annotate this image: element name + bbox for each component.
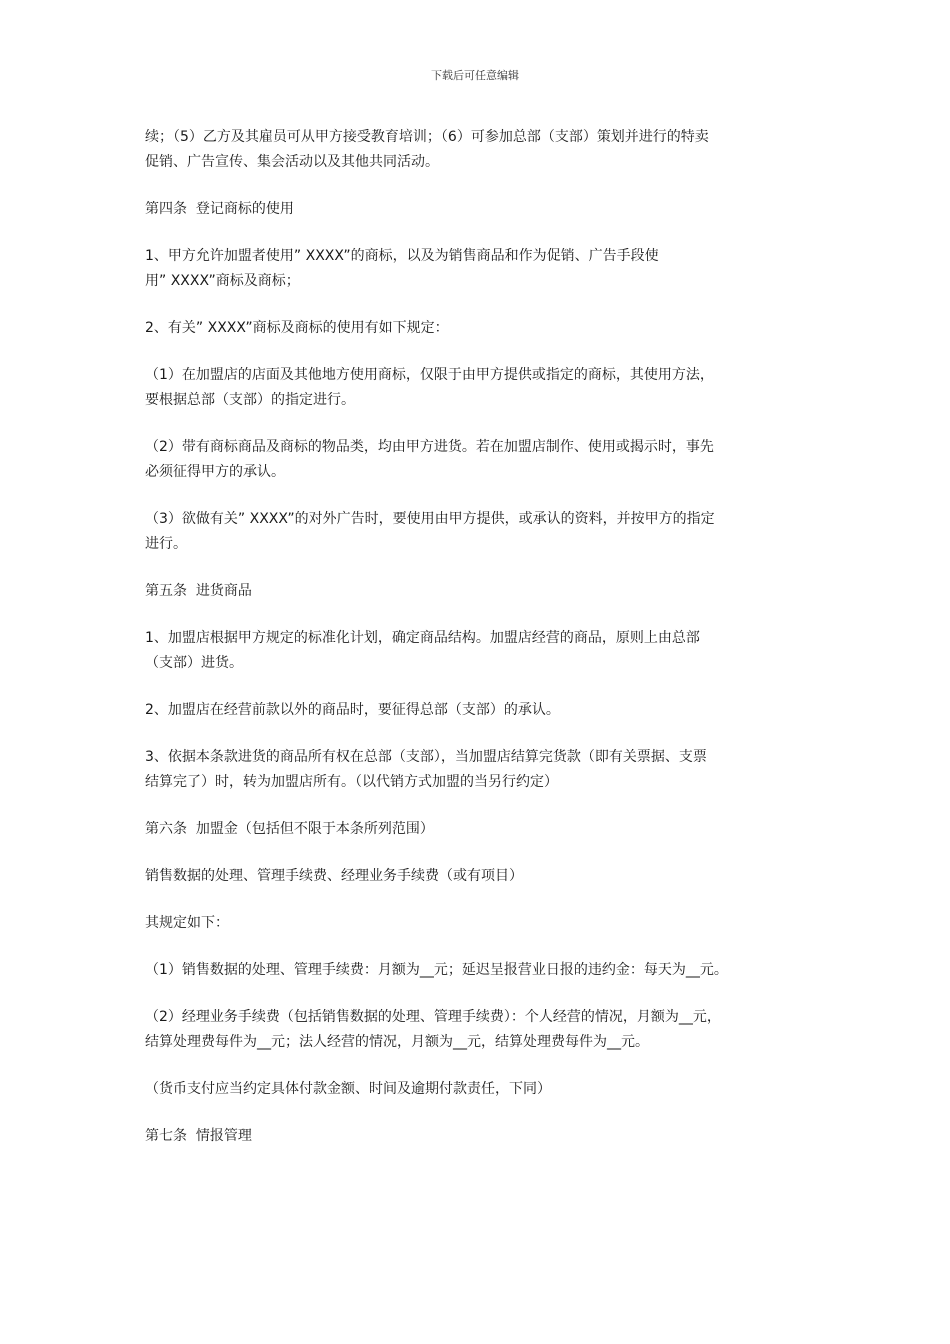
document-body xyxy=(145,125,815,1171)
paragraph: 销售数据的处理、管理手续费、经理业务手续费（或有项目） xyxy=(145,868,523,884)
paragraph: （2）经理业务手续费（包括销售数据的处理、管理手续费）：个人经营的情况，月额为__元， 结算处理费每件为__元；法人经营的情况，月额为__元，结算处理费每件为__元。 xyxy=(145,1009,721,1050)
paragraph: 其规定如下： xyxy=(145,915,229,931)
paragraph: （3）欲做有关” XXXX”的对外广告时，要使用由甲方提供，或承认的资料，并按甲方的指定 进行。 xyxy=(145,511,715,552)
paragraph: 3、依据本条款进货的商品所有权在总部（支部），当加盟店结算完货款（即有关票据、支票 结算完了）时，转为加盟店所有。（以代销方式加盟的当另行约定） xyxy=(145,749,707,790)
section-heading: 第六条 加盟金（包括但不限于本条所列范围） xyxy=(145,821,434,837)
paragraph: 2、有关” XXXX”商标及商标的使用有如下规定： xyxy=(145,320,449,336)
paragraph: 续；（5）乙方及其雇员可从甲方接受教育培训；（6）可参加总部（支部）策划并进行的特卖 促销、广告宣传、集会活动以及其他共同活动。 xyxy=(145,129,709,170)
section-heading: 第七条 情报管理 xyxy=(145,1128,252,1144)
paragraph: （1）在加盟店的店面及其他地方使用商标，仅限于由甲方提供或指定的商标，其使用方法， 要根据总部（支部）的指定进行。 xyxy=(145,367,714,408)
page-header: 下载后可任意编辑 xyxy=(431,69,519,82)
paragraph: 2、加盟店在经营前款以外的商品时，要征得总部（支部）的承认。 xyxy=(145,702,560,718)
section-heading: 第五条 进货商品 xyxy=(145,583,252,599)
paragraph: 1、加盟店根据甲方规定的标准化计划，确定商品结构。加盟店经营的商品，原则上由总部 （支部）进货。 xyxy=(145,630,700,671)
paragraph: （货币支付应当约定具体付款金额、时间及逾期付款责任，下同） xyxy=(145,1081,551,1097)
paragraph: （1）销售数据的处理、管理手续费：月额为__元；延迟呈报营业日报的违约金：每天为__元。 xyxy=(145,962,728,978)
paragraph: 1、甲方允许加盟者使用” XXXX”的商标，以及为销售商品和作为促销、广告手段使 用” XXXX”商标及商标； xyxy=(145,248,659,289)
paragraph: （2）带有商标商品及商标的物品类，均由甲方进货。若在加盟店制作、使用或揭示时，事先 必须征得甲方的承认。 xyxy=(145,439,714,480)
section-heading: 第四条 登记商标的使用 xyxy=(145,201,294,217)
